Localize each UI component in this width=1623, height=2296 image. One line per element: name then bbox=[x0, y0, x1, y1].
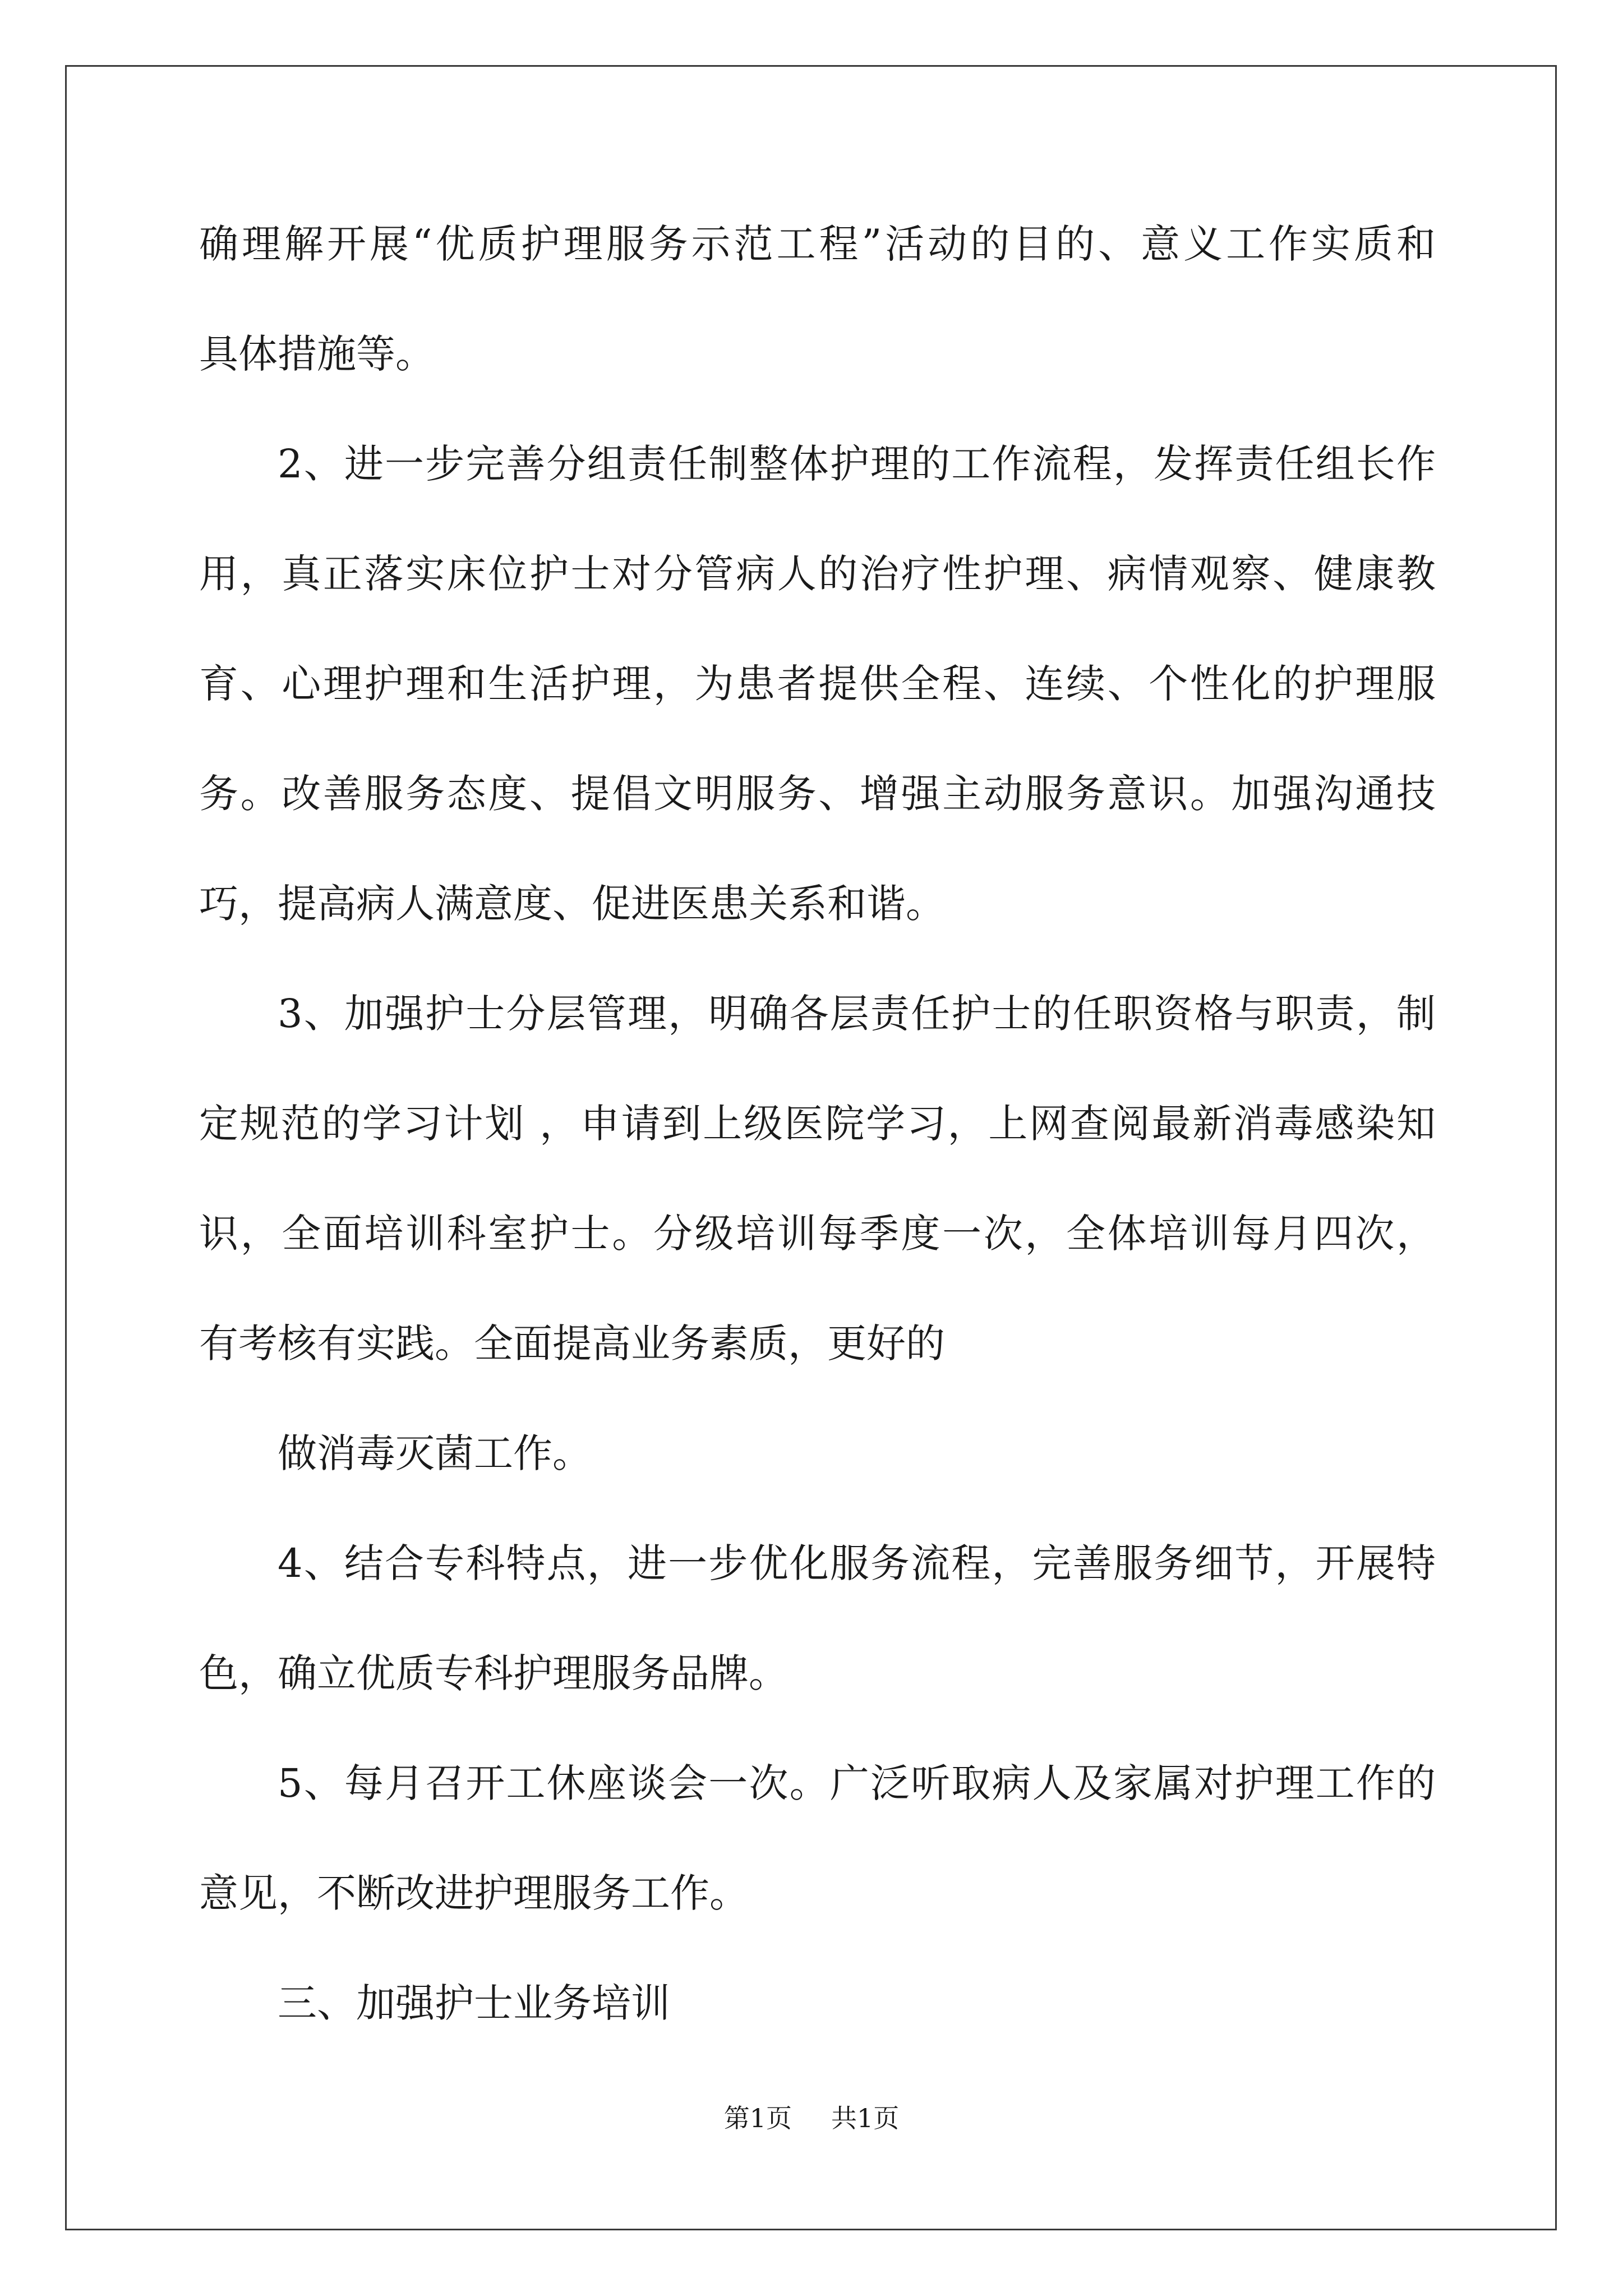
text-line: 色，确立优质专科护理服务品牌。 bbox=[199, 1650, 788, 1696]
paragraph-start-line: 2、进一步完善分组责任制整体护理的工作流程，发挥责任组长作 bbox=[278, 441, 1436, 487]
text-line: 具体措施等。 bbox=[199, 331, 435, 377]
page-number: 第1页 bbox=[723, 2103, 792, 2133]
paragraph-start-line: 3、加强护士分层管理，明确各层责任护士的任职资格与职责，制 bbox=[278, 991, 1436, 1037]
text-line: 用，真正落实床位护士对分管病人的治疗性护理、病情观察、健康教 bbox=[199, 551, 1436, 597]
text-line: 务。改善服务态度、提倡文明服务、增强主动服务意识。加强沟通技 bbox=[199, 771, 1436, 817]
page-total: 共1页 bbox=[831, 2103, 900, 2133]
document-body bbox=[199, 216, 1436, 2085]
text-line: 识，全面培训科室护士。分级培训每季度一次，全体培训每月四次， bbox=[199, 1211, 1436, 1257]
paragraph-start-line: 做消毒灭菌工作。 bbox=[278, 1430, 592, 1476]
paragraph-start-line: 4、结合专科特点，进一步优化服务流程，完善服务细节，开展特 bbox=[278, 1540, 1436, 1586]
paragraph-start-line: 5、每月召开工休座谈会一次。广泛听取病人及家属对护理工作的 bbox=[278, 1760, 1436, 1806]
text-line: 育、心理护理和生活护理，为患者提供全程、连续、个性化的护理服 bbox=[199, 661, 1436, 707]
text-line: 确理解开展“优质护理服务示范工程”活动的目的、意义工作实质和 bbox=[199, 221, 1436, 267]
text-line: 定规范的学习计划 ，申请到上级医院学习，上网查阅最新消毒感染知 bbox=[199, 1101, 1436, 1147]
page-footer bbox=[0, 2098, 1623, 2135]
text-line: 巧，提高病人满意度、促进医患关系和谐。 bbox=[199, 881, 945, 927]
text-line: 意见，不断改进护理服务工作。 bbox=[199, 1870, 749, 1916]
text-line: 有考核有实践。全面提高业务素质，更好的 bbox=[199, 1320, 945, 1366]
section-heading: 三、加强护士业务培训 bbox=[278, 1980, 670, 2026]
